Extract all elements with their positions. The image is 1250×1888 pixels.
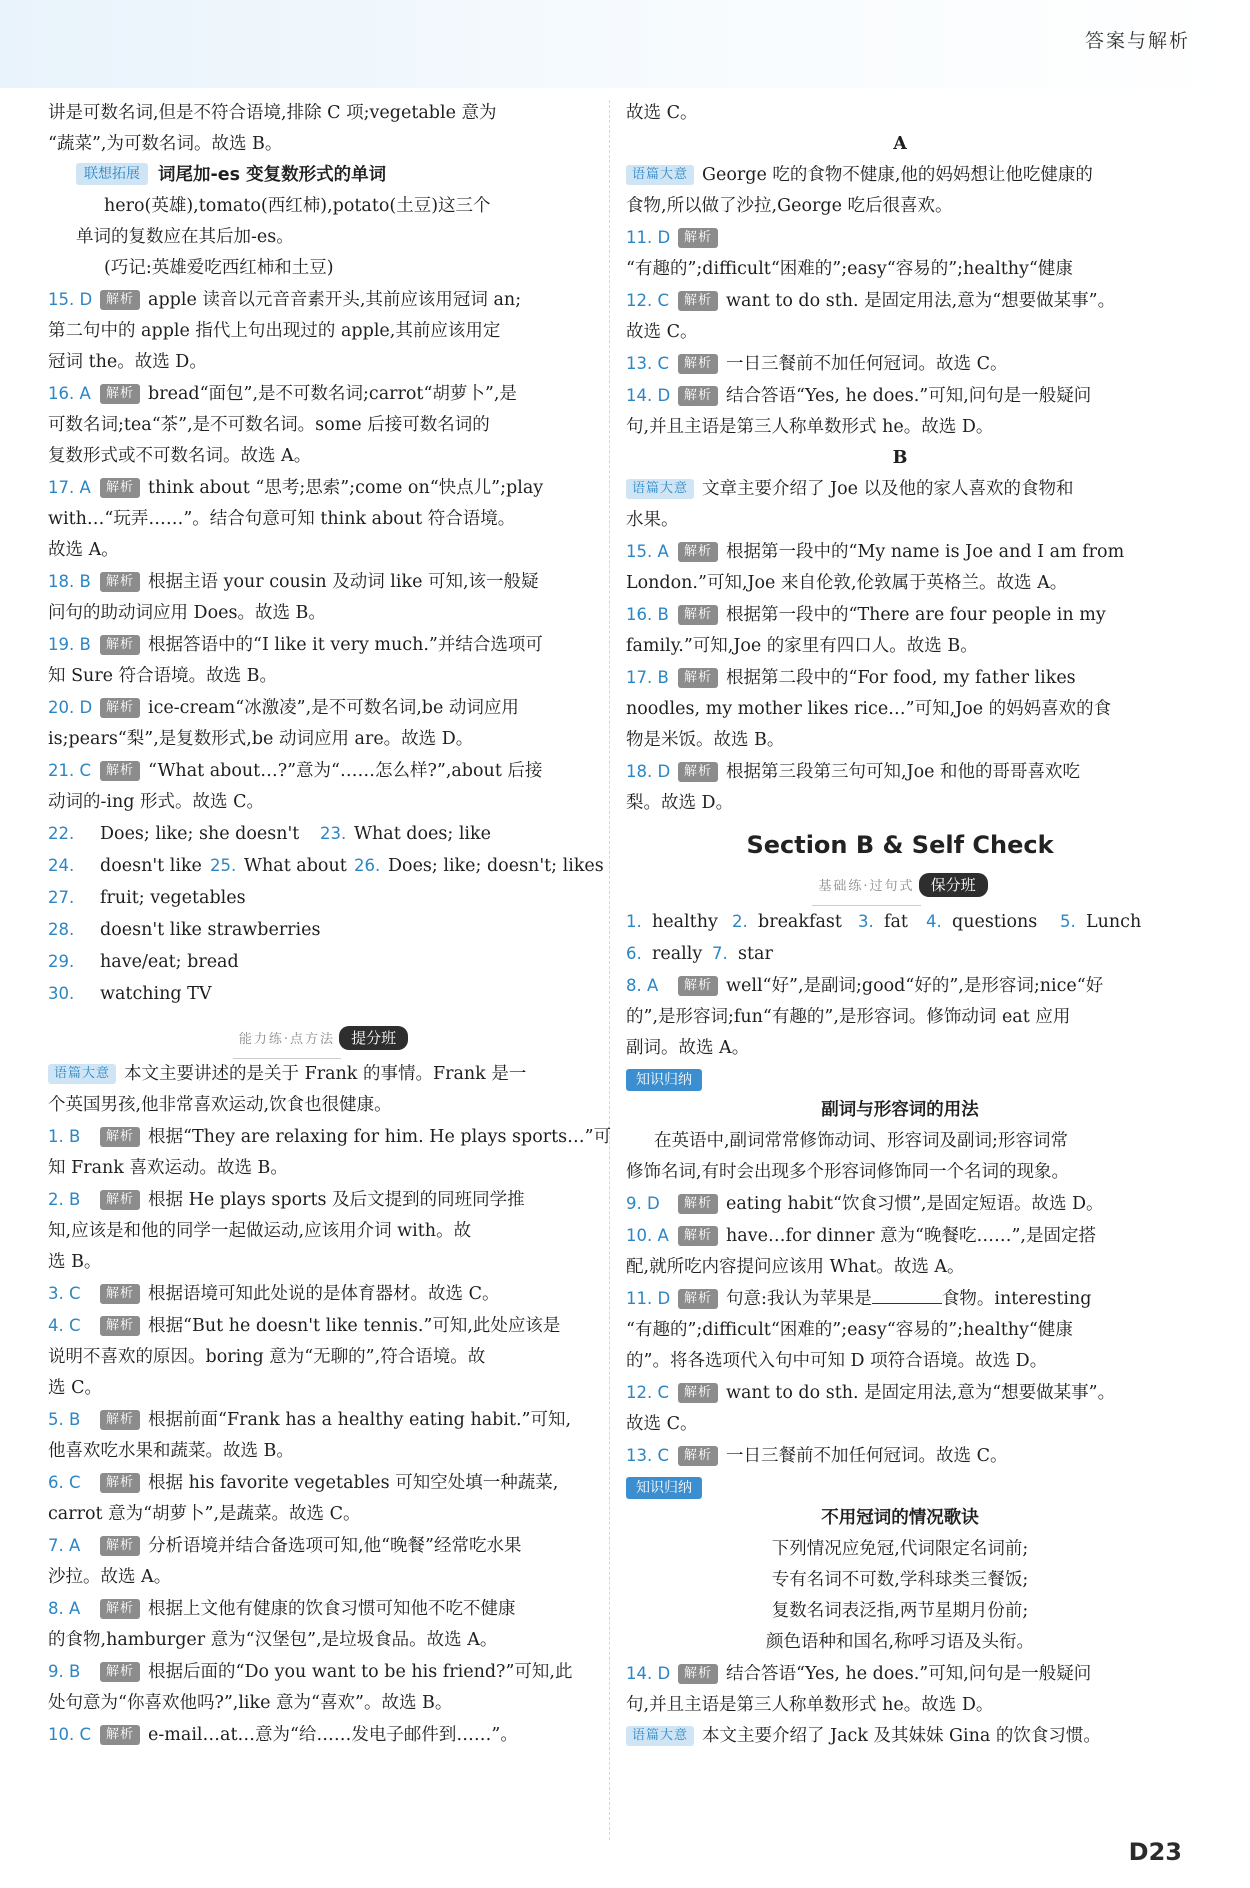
summary-text: 本文主要介绍了 Jack 及其妹妹 Gina 的饮食习惯。 (702, 1726, 1101, 1746)
answer-item (626, 1220, 1174, 1252)
text-line: 讲是可数名词,但是不符合语境,排除 C 项;vegetable 意为 (48, 103, 497, 123)
answer-item (626, 599, 1174, 631)
answer-text: have/eat; bread (100, 952, 239, 972)
summary-text: 个英国男孩,他非常喜欢运动,饮食也很健康。 (48, 1095, 392, 1115)
answer-item (626, 756, 1174, 788)
answer-text: 知 Sure 符合语境。故选 B。 (48, 666, 278, 686)
answer-text: Does; like; she doesn't (100, 824, 300, 844)
analysis-tag: 解析 (100, 1473, 140, 1493)
answer-text: 的食物,hamburger 意为“汉堡包”,是垃圾食品。故选 A。 (48, 1630, 498, 1650)
analysis-tag: 解析 (100, 384, 140, 404)
knowledge-text: 在英语中,副词常常修饰动词、形容词及副词;形容词常 (654, 1131, 1068, 1151)
answer-text: 分析语境并结合备选项可知,他“晚餐”经常吃水果 (148, 1536, 522, 1556)
answer-number: 8. A (626, 976, 659, 995)
answer-text: fat (884, 912, 908, 932)
analysis-tag: 解析 (678, 386, 718, 406)
right-column (626, 98, 1174, 1752)
answer-text: 的”。将各选项代入句中可知 D 项符合语境。故选 D。 (626, 1351, 1048, 1371)
answer-text: 问句的助动词应用 Does。故选 B。 (48, 603, 326, 623)
knowledge-badge: 知识归纳 (626, 1069, 702, 1091)
answer-text: 配,就所吃内容提问应该用 What。故选 A。 (626, 1257, 965, 1277)
section-label: A (893, 134, 907, 154)
answer-item (48, 946, 593, 978)
summary-text: 本文主要讲述的是关于 Frank 的事情。Frank 是一 (124, 1064, 527, 1084)
answer-text: eating habit“饮食习惯”,是固定短语。故选 D。 (726, 1194, 1104, 1214)
answer-number: 18. D (626, 762, 671, 781)
knowledge-text: 修饰名词,有时会出现多个形容词修饰同一个名词的现象。 (626, 1162, 1070, 1182)
answer-text: 根据语境可知此处说的是体育器材。故选 C。 (148, 1284, 500, 1304)
answer-text: 选 C。 (48, 1378, 102, 1398)
analysis-tag: 解析 (678, 291, 718, 311)
analysis-tag: 解析 (678, 1446, 718, 1466)
answer-text: really (652, 944, 703, 964)
analysis-tag: 解析 (678, 976, 718, 996)
banner-label: 基础练·过句式 (812, 869, 920, 906)
answer-number: 3. C (48, 1284, 81, 1303)
answer-text: 故选 C。 (626, 1414, 698, 1434)
answer-text: 物是米饭。故选 B。 (626, 730, 785, 750)
answer-text: 梨。故选 D。 (626, 793, 734, 813)
answer-text: 故选 C。 (626, 322, 698, 342)
answer-item (626, 222, 1174, 254)
answer-text: 根据第一段中的“My name is Joe and I am from (726, 542, 1125, 562)
answer-text: What about (244, 856, 347, 876)
answer-number: 10. A (626, 1226, 669, 1245)
answer-number: 10. C (48, 1725, 92, 1744)
knowledge-badge: 知识归纳 (626, 1477, 702, 1499)
answer-item (48, 1278, 593, 1310)
answer-item (626, 1440, 1174, 1472)
answer-text: 根据答语中的“I like it very much.”并结合选项可 (148, 635, 543, 655)
analysis-tag: 解析 (100, 1284, 140, 1304)
column-divider (609, 100, 610, 1840)
answer-number: 30. (48, 984, 75, 1003)
answer-text: London.”可知,Joe 来自伦敦,伦敦属于英格兰。故选 A。 (626, 573, 1068, 593)
answer-item (626, 285, 1174, 317)
answer-item (626, 1377, 1174, 1409)
answer-item (48, 1656, 593, 1688)
answer-text: well“好”,是副词;good“好的”,是形容词;nice“好 (726, 976, 1104, 996)
level-banner (626, 867, 1174, 906)
extension-badge: 联想拓展 (76, 163, 148, 185)
left-column (48, 98, 612, 1751)
answer-text: is;pears“梨”,是复数形式,be 动词应用 are。故选 D。 (48, 729, 474, 749)
answer-number: 5. B (48, 1410, 81, 1429)
answer-text: Lunch (1086, 912, 1142, 932)
answer-number: 26. (354, 856, 381, 875)
answer-number: 28. (48, 920, 75, 939)
answer-number: 15. A (626, 542, 669, 561)
answer-item (48, 1121, 612, 1153)
answer-text: with…“玩弄……”。结合句意可知 think about 符合语境。 (48, 509, 516, 529)
answer-text: 沙拉。故选 A。 (48, 1567, 172, 1587)
answer-text: 根据后面的“Do you want to be his friend?”可知,此 (148, 1662, 573, 1682)
analysis-tag: 解析 (100, 1316, 140, 1336)
answer-text: What does; like (354, 824, 491, 844)
summary-text: 水果。 (626, 510, 679, 530)
answer-text: bread“面包”,是不可数名词;carrot“胡萝卜”,是 (148, 384, 517, 404)
answer-item (48, 1467, 593, 1499)
analysis-tag: 解析 (100, 698, 140, 718)
answer-item (48, 692, 593, 724)
answer-number: 19. B (48, 635, 91, 654)
answer-number: 2. (732, 912, 748, 931)
answer-number: 2. B (48, 1190, 81, 1209)
answer-item (48, 566, 593, 598)
answer-item (626, 536, 1174, 568)
answer-text: doesn't like strawberries (100, 920, 321, 940)
answer-item (626, 348, 1174, 380)
answer-text: 一日三餐前不加任何冠词。故选 C。 (726, 1446, 1008, 1466)
answer-number: 11. D (626, 228, 671, 247)
answer-number: 16. A (48, 384, 91, 403)
answer-item (48, 1310, 593, 1342)
answer-number: 8. A (48, 1599, 81, 1618)
analysis-tag: 解析 (678, 228, 718, 248)
fill-blank (872, 1289, 942, 1304)
answer-number: 12. C (626, 1383, 670, 1402)
answer-number: 20. D (48, 698, 93, 717)
rhyme-line: 下列情况应免冠,代词限定名词前; (771, 1539, 1029, 1559)
answer-number: 12. C (626, 291, 670, 310)
summary-row (626, 474, 1174, 505)
analysis-tag: 解析 (100, 761, 140, 781)
answer-text: 故选 A。 (48, 540, 119, 560)
summary-row (626, 1721, 1174, 1752)
answer-text: 知,应该是和他的同学一起做运动,应该用介词 with。故 (48, 1221, 472, 1241)
answer-text: doesn't like (100, 856, 202, 876)
answer-text: 结合答语“Yes, he does.”可知,问句是一般疑问 (726, 1664, 1092, 1684)
level-banner (48, 1020, 593, 1059)
answer-text: healthy (652, 912, 718, 932)
answer-text: think about “思考;思索”;come on“快点儿”;play (148, 478, 544, 498)
answer-item (48, 1404, 593, 1436)
answer-number: 14. D (626, 386, 671, 405)
answer-text: 副词。故选 A。 (626, 1038, 750, 1058)
analysis-tag: 解析 (678, 1289, 718, 1309)
answer-text: 说明不喜欢的原因。boring 意为“无聊的”,符合语境。故 (48, 1347, 486, 1367)
answer-number: 4. C (48, 1316, 81, 1335)
knowledge-title: 不用冠词的情况歌诀 (821, 1508, 979, 1528)
analysis-tag: 解析 (100, 1127, 140, 1147)
answer-text: 根据 He plays sports 及后文提到的同班同学推 (148, 1190, 525, 1210)
answer-item (48, 472, 593, 504)
summary-tag: 语篇大意 (626, 479, 694, 499)
answer-number: 7. A (48, 1536, 81, 1555)
answer-item (48, 882, 593, 914)
answer-text: 句,并且主语是第三人称单数形式 he。故选 D。 (626, 1695, 994, 1715)
answer-text: 的”,是形容词;fun“有趣的”,是形容词。修饰动词 eat 应用 (626, 1007, 1071, 1027)
rhyme-line: 颜色语种和国名,称呼习语及头衔。 (765, 1632, 1035, 1652)
analysis-tag: 解析 (678, 1226, 718, 1246)
answer-text: 根据前面“Frank has a healthy eating habit.”可知, (148, 1410, 572, 1430)
answer-number: 13. C (626, 1446, 670, 1465)
header-band (0, 0, 1250, 88)
answer-text: 根据主语 your cousin 及动词 like 可知,该一般疑 (148, 572, 539, 592)
answer-number: 21. C (48, 761, 92, 780)
analysis-tag: 解析 (678, 354, 718, 374)
answer-text: 可数名词;tea“茶”,是不可数名词。some 后接可数名词的 (48, 415, 490, 435)
page-number: D23 (1128, 1838, 1182, 1866)
knowledge-title: 副词与形容词的用法 (821, 1100, 979, 1120)
answer-text: 结合答语“Yes, he does.”可知,问句是一般疑问 (726, 386, 1092, 406)
answer-text: breakfast (758, 912, 842, 932)
answer-number: 29. (48, 952, 75, 971)
answer-text: want to do sth. 是固定用法,意为“想要做某事”。 (726, 1383, 1116, 1403)
answer-item (48, 1530, 593, 1562)
answer-number: 1. (626, 912, 642, 931)
text-line: 故选 C。 (626, 103, 698, 123)
analysis-tag: 解析 (678, 542, 718, 562)
extension-text: 单词的复数应在其后加-es。 (76, 227, 294, 247)
header-title: 答案与解析 (1084, 30, 1190, 52)
answer-item (626, 662, 1174, 694)
answer-item (48, 378, 593, 410)
answer-number: 23. (320, 824, 347, 843)
answer-text: 根据 his favorite vegetables 可知空处填一种蔬菜, (148, 1473, 559, 1493)
analysis-tag: 解析 (100, 1725, 140, 1745)
answer-item (48, 1184, 593, 1216)
answer-number: 18. B (48, 572, 91, 591)
answer-item (48, 818, 593, 850)
banner-badge: 提分班 (339, 1026, 408, 1050)
answer-number: 27. (48, 888, 75, 907)
analysis-tag: 解析 (100, 572, 140, 592)
rhyme-line: 复数名词表泛指,两节星期月份前; (771, 1601, 1029, 1621)
answer-number: 15. D (48, 290, 93, 309)
answer-item (48, 1719, 593, 1751)
answer-number: 7. (712, 944, 728, 963)
answer-text: 一日三餐前不加任何冠词。故选 C。 (726, 354, 1008, 374)
answer-text: 第二句中的 apple 指代上句出现过的 apple,其前应该用定 (48, 321, 501, 341)
answer-text: 根据第三段第三句可知,Joe 和他的哥哥喜欢吃 (726, 762, 1081, 782)
summary-row (48, 1059, 593, 1090)
analysis-tag: 解析 (100, 1410, 140, 1430)
answer-item (48, 284, 593, 316)
answer-text: 根据“They are relaxing for him. He plays sports…”可 (148, 1127, 612, 1147)
answer-number: 6. C (48, 1473, 81, 1492)
answer-number: 25. (210, 856, 237, 875)
answer-text: 动词的-ing 形式。故选 C。 (48, 792, 264, 812)
summary-text: George 吃的食物不健康,他的妈妈想让他吃健康的 (702, 165, 1093, 185)
answer-text: watching TV (100, 984, 212, 1004)
answer-number: 11. D (626, 1289, 671, 1308)
answer-text: 复数形式或不可数名词。故选 A。 (48, 446, 312, 466)
answer-text: star (738, 944, 773, 964)
answer-item (48, 1593, 593, 1625)
answer-text: 他喜欢吃水果和蔬菜。故选 B。 (48, 1441, 294, 1461)
answer-text: carrot 意为“胡萝卜”,是蔬菜。故选 C。 (48, 1504, 361, 1524)
extension-title-row (48, 160, 593, 191)
summary-tag: 语篇大意 (48, 1064, 116, 1084)
section-label: B (892, 448, 908, 468)
answer-number: 17. B (626, 668, 669, 687)
answer-text: noodles, my mother likes rice…”可知,Joe 的妈妈喜欢的食 (626, 699, 1112, 719)
answer-text: 处句意为“你喜欢他吗?”,like 意为“喜欢”。故选 B。 (48, 1693, 453, 1713)
answer-number: 24. (48, 856, 75, 875)
analysis-tag: 解析 (100, 1599, 140, 1619)
answer-text: e-mail…at…意为“给……发电子邮件到……”。 (148, 1725, 518, 1745)
answer-number: 16. B (626, 605, 669, 624)
answer-text: 根据第二段中的“For food, my father likes (726, 668, 1076, 688)
analysis-tag: 解析 (100, 635, 140, 655)
answer-number: 4. (926, 912, 942, 931)
analysis-tag: 解析 (678, 605, 718, 625)
word-answers-row (626, 906, 1174, 938)
answer-text: “有趣的”;difficult“困难的”;easy“容易的”;healthy“健康 (626, 1320, 1073, 1340)
rhyme-line: 专有名词不可数,学科球类三餐饭; (771, 1570, 1029, 1590)
analysis-tag: 解析 (678, 1383, 718, 1403)
answer-text: “What about…?”意为“……怎么样?”,about 后接 (148, 761, 543, 781)
analysis-tag: 解析 (100, 290, 140, 310)
summary-text: 食物,所以做了沙拉,George 吃后很喜欢。 (626, 196, 953, 216)
summary-tag: 语篇大意 (626, 165, 694, 185)
answer-item (626, 1188, 1174, 1220)
answer-item (626, 380, 1174, 412)
word-answers-row (626, 938, 1174, 970)
answer-number: 13. C (626, 354, 670, 373)
answer-text: family.”可知,Joe 的家里有四口人。故选 B。 (626, 636, 978, 656)
answer-text: 冠词 the。故选 D。 (48, 352, 207, 372)
answer-text: 知 Frank 喜欢运动。故选 B。 (48, 1158, 288, 1178)
answer-text: 根据上文他有健康的饮食习惯可知他不吃不健康 (148, 1599, 516, 1619)
answer-text: 根据第一段中的“There are four people in my (726, 605, 1106, 625)
answer-item (48, 978, 593, 1010)
analysis-tag: 解析 (678, 1194, 718, 1214)
analysis-tag: 解析 (100, 1536, 140, 1556)
answer-text: want to do sth. 是固定用法,意为“想要做某事”。 (726, 291, 1116, 311)
answer-number: 17. A (48, 478, 91, 497)
answer-text: 食物。interesting (941, 1289, 1092, 1309)
knowledge-badge-row (626, 1064, 1174, 1095)
answer-text: 选 B。 (48, 1252, 102, 1272)
answer-item (48, 850, 604, 882)
answer-text: apple 读音以元音音素开头,其前应该用冠词 an; (148, 290, 522, 310)
answer-text: 句,并且主语是第三人称单数形式 he。故选 D。 (626, 417, 994, 437)
answer-number: 5. (1060, 912, 1076, 931)
answer-number: 1. B (48, 1127, 81, 1146)
analysis-tag: 解析 (678, 762, 718, 782)
answer-item (48, 914, 593, 946)
banner-badge: 保分班 (919, 873, 988, 897)
answer-item (48, 629, 593, 661)
extension-title: 词尾加-es 变复数形式的单词 (158, 165, 387, 185)
answer-text: 根据“But he doesn't like tennis.”可知,此处应该是 (148, 1316, 561, 1336)
analysis-tag: 解析 (678, 668, 718, 688)
knowledge-badge-row (626, 1472, 1174, 1503)
text-line: “蔬菜”,为可数名词。故选 B。 (48, 134, 283, 154)
analysis-tag: 解析 (100, 1662, 140, 1682)
answer-item (626, 970, 1174, 1002)
answer-number: 22. (48, 824, 75, 843)
answer-number: 14. D (626, 1664, 671, 1683)
analysis-tag: 解析 (678, 1664, 718, 1684)
answer-text: questions (952, 912, 1038, 932)
analysis-tag: 解析 (100, 478, 140, 498)
summary-text: 文章主要介绍了 Joe 以及他的家人喜欢的食物和 (702, 479, 1074, 499)
extension-text: hero(英雄),tomato(西红柿),potato(土豆)这三个 (104, 196, 491, 216)
answer-text: 句意:我认为苹果是 (726, 1289, 872, 1309)
answer-text: “有趣的”;difficult“困难的”;easy“容易的”;healthy“健康 (626, 259, 1073, 279)
answer-item (626, 1658, 1174, 1690)
banner-label: 能力练·点方法 (233, 1022, 341, 1059)
answer-item (48, 755, 593, 787)
answer-text: Does; like; doesn't; likes (388, 856, 604, 876)
answer-item (626, 1283, 1174, 1315)
answer-text: fruit; vegetables (100, 888, 246, 908)
answer-number: 9. D (626, 1194, 660, 1213)
summary-tag: 语篇大意 (626, 1726, 694, 1746)
answer-text: ice-cream“冰激凌”,是不可数名词,be 动词应用 (148, 698, 519, 718)
answer-text: have…for dinner 意为“晚餐吃……”,是固定搭 (726, 1226, 1096, 1246)
answer-number: 3. (858, 912, 874, 931)
analysis-tag: 解析 (100, 1190, 140, 1210)
answer-number: 6. (626, 944, 642, 963)
summary-row (626, 160, 1174, 191)
extension-text: (巧记:英雄爱吃西红柿和土豆) (104, 258, 334, 278)
answer-number: 9. B (48, 1662, 81, 1681)
section-title: Section B & Self Check (746, 831, 1054, 859)
